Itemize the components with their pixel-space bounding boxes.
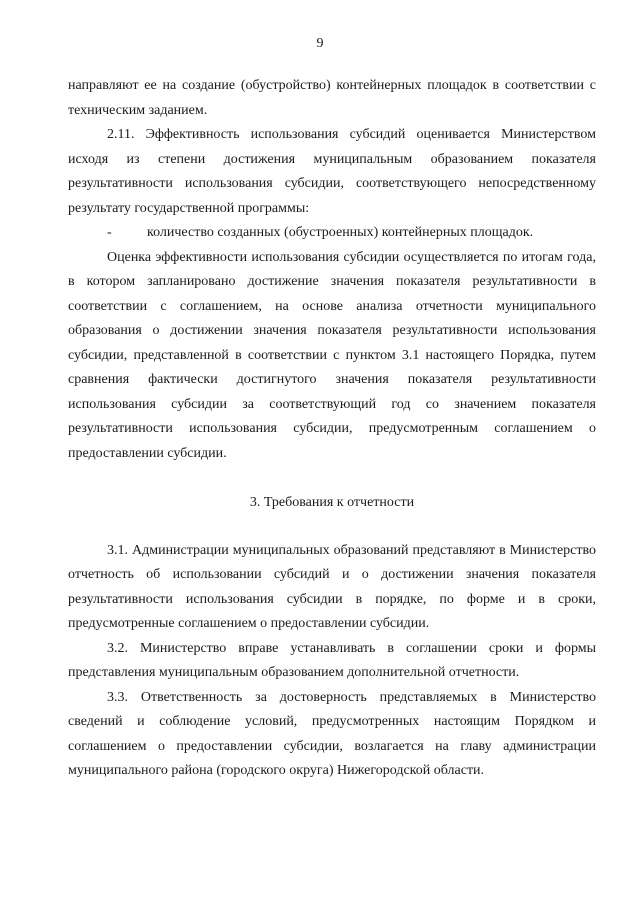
paragraph-2-11: 2.11. Эффективность использования субсидий оценивается Министерством исходя из степени достижения муниципальным образованием показателя результативности использования субсидии, соответствующего непосредственному результату государственной программы:	[68, 127, 596, 216]
list-item-text: количество созданных (обустроенных) контейнерных площадок.	[147, 225, 534, 240]
paragraph-3-3: 3.3. Ответственность за достоверность представляемых в Министерство сведений и соблюдение условий, предусмотренных настоящим Порядком и соглашением о предоставлении субсидии, возлагается на главу администрации муниципального района (городского округа) Нижегородской области.	[68, 689, 596, 778]
bullet-marker: -	[107, 225, 112, 240]
paragraph-continuation: направляют ее на создание (обустройство) контейнерных площадок в соответствии с техническим заданием.	[68, 78, 596, 118]
paragraph-evaluation: Оценка эффективности использования субсидии осуществляется по итогам года, в котором запланировано достижение значения показателя результативности в соответствии с соглашением, на основе анализа отчетности муниципального образования о достижении значения показателя результативности использования субсидии, представленной в соответствии с пунктом 3.1 настоящего Порядка, путем сравнения фактически достигнутого значения показателя результативности использования субсидии за соответствующий год со значением показателя результативности использования субсидии, предусмотренным соглашением о предоставлении субсидии.	[68, 249, 596, 461]
list-item	[68, 221, 596, 246]
page-number: 9	[316, 36, 324, 51]
section-heading: 3. Требования к отчетности	[249, 495, 415, 510]
paragraph-3-2: 3.2. Министерство вправе устанавливать в соглашении сроки и формы представления муниципальным образованием дополнительной отчетности.	[68, 640, 596, 680]
document-body	[68, 74, 596, 784]
paragraph-3-1: 3.1. Администрации муниципальных образований представляют в Министерство отчетность об использовании субсидий и о достижении значения показателя результативности использования субсидии в порядке, по форме и в сроки, предусмотренные соглашением о предоставлении субсидии.	[68, 542, 596, 631]
